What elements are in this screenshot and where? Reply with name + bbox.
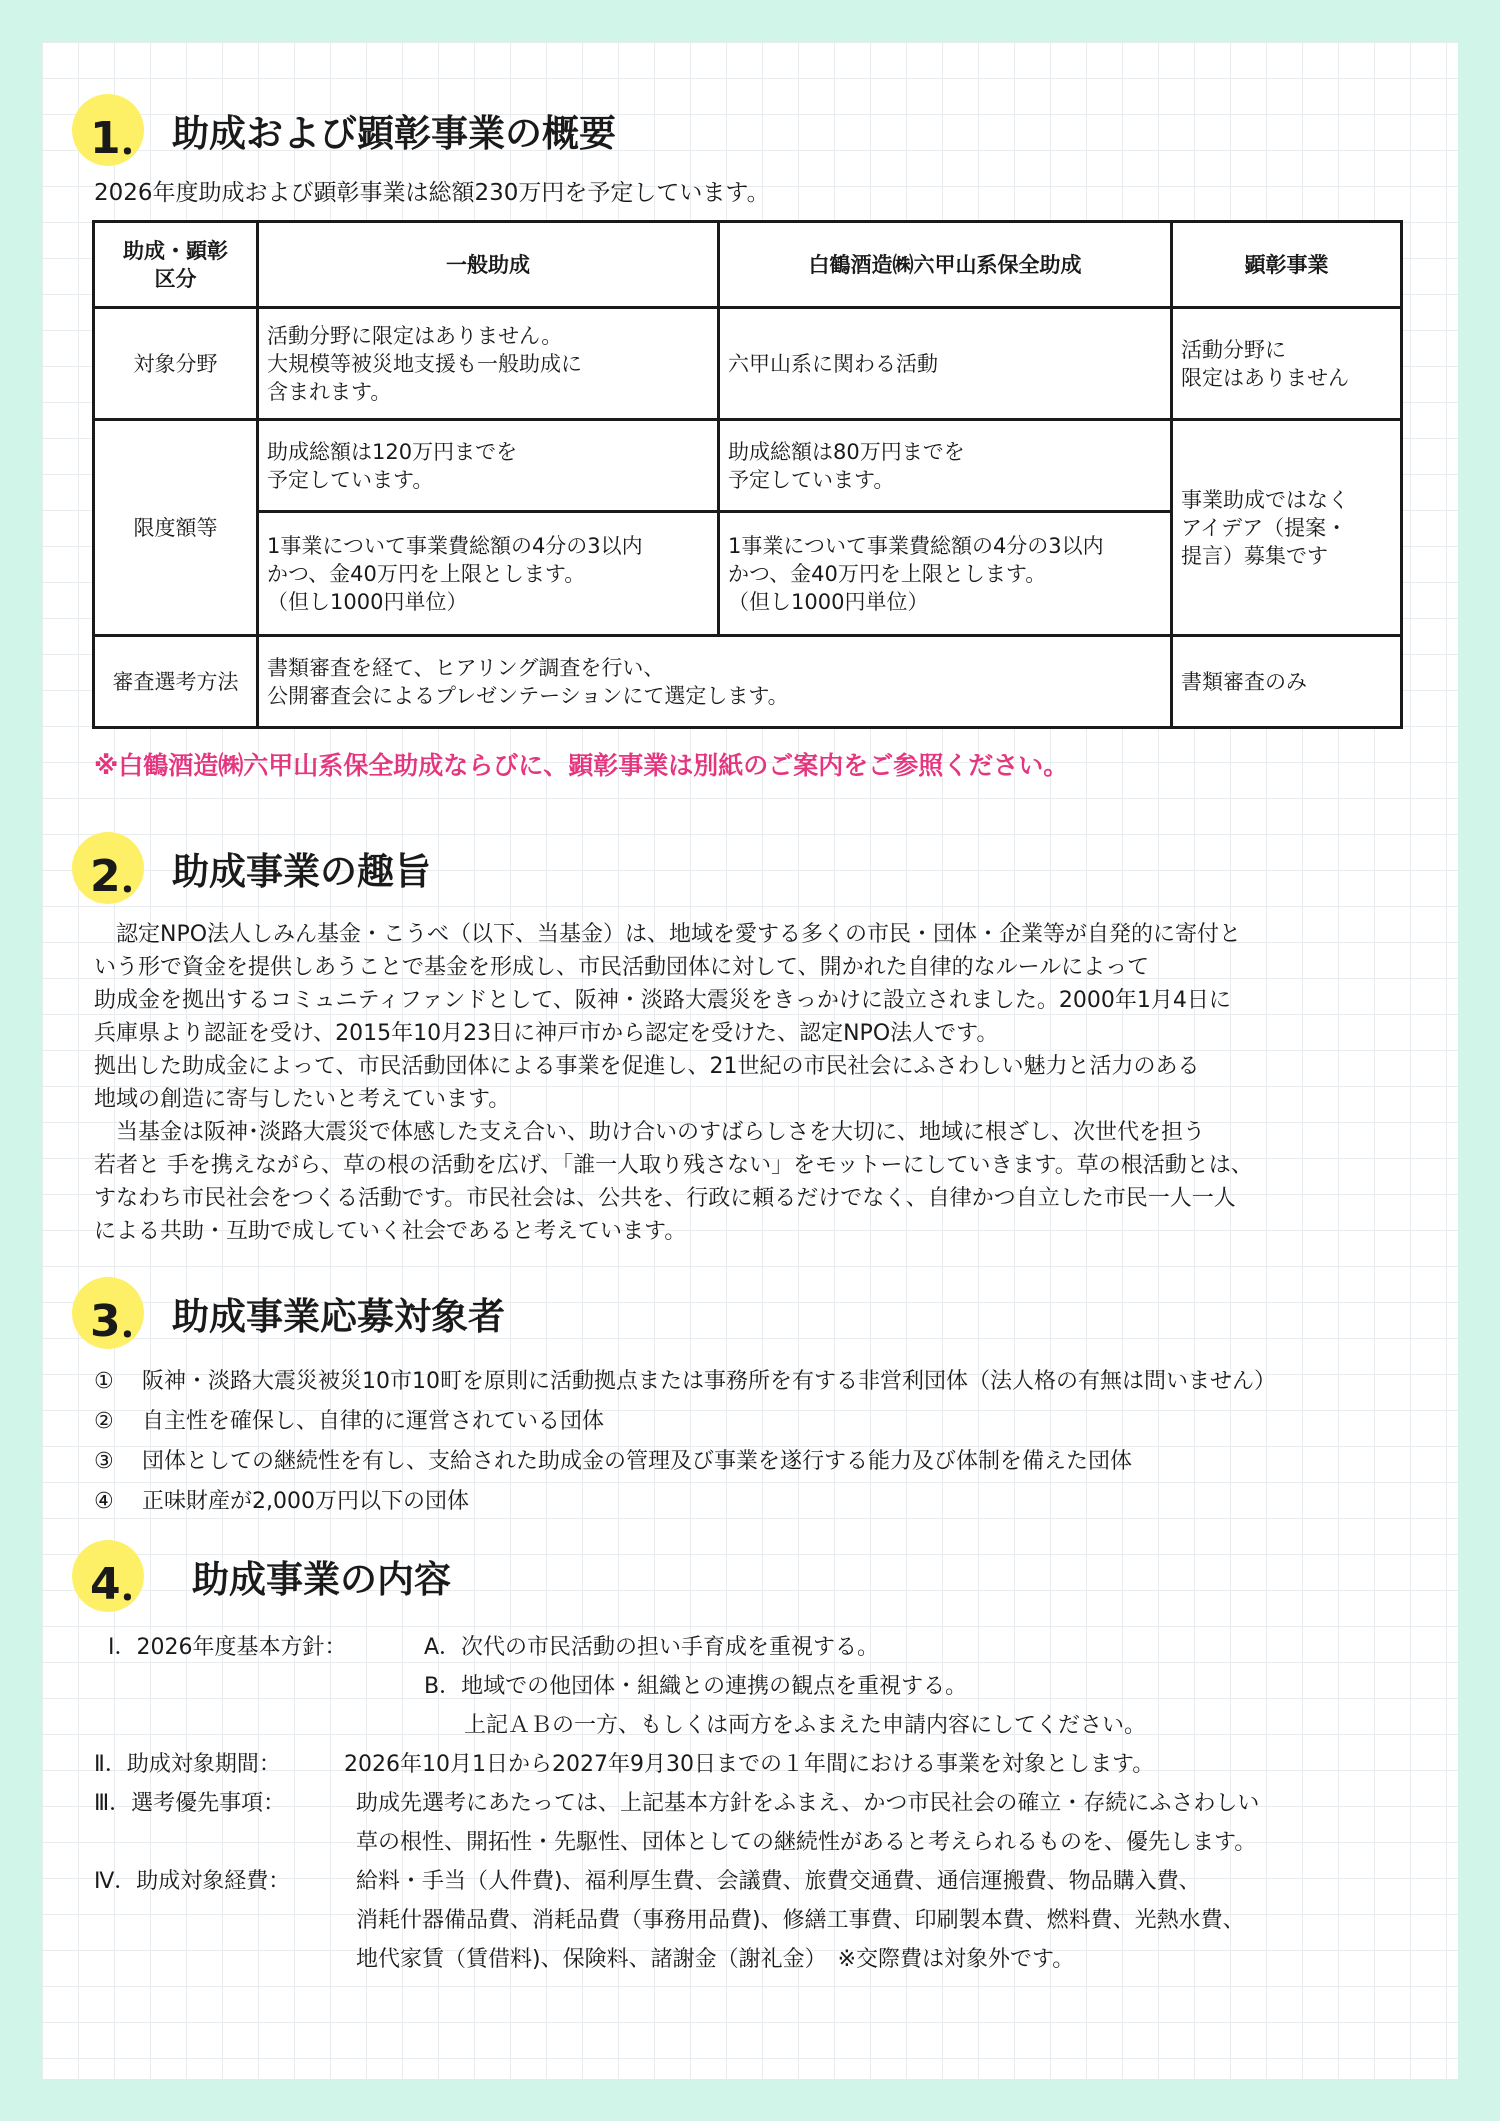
header-category: 助成・顕彰 区分 [94, 222, 258, 308]
table-cell: 事業助成ではなく アイデア（提案・ 提言）募集です [1172, 420, 1402, 636]
section-number-badge: 2． [72, 832, 144, 904]
section2-paragraph: 認定NPO法人しみん基金・こうべ（以下、当基金）は、地域を愛する多くの市民・団体・企業等が自発的に寄付と いう形で資金を提供しあうことで基金を形成し、市民活動団体に対して、開かれた自律的なルールによって 助成金を拠出するコミュニティファンドとして、阪神・淡路大震災をきっかけに設立されました。2000年1月4日に 兵庫県より認証を受け、2015年10月23日に神戸市から認定を受けた、認定NPO法人です。 拠出した助成金によって、市民活動団体による事業を促進し、21世紀の市民社会にふさわしい魅力と活力のある 地域の創造に寄与したいと考えています。 当基金は阪神･淡路大震災で体感した支え合い、助け合いのすばらしさを大切に、地域に根ざし、次世代を担う 若者と 手を携えながら、草の根の活動を広げ、「誰一人取り残さない」をモットーにしていきます。草の根活動とは、 すなわち市民社会をつくる活動です。市民社会は、公共を、行政に頼るだけでなく、自律かつ自立した市民一人一人 による共助・互助で成していく社会であると考えています。 [94, 922, 1253, 1244]
list-item: ② 自主性を確保し、自律的に運営されている団体 [94, 1409, 605, 1434]
section-title: 助成事業の趣旨 [172, 850, 431, 893]
table-cell: 助成総額は80万円までを 予定しています。 [719, 420, 1172, 512]
table-cell: 1事業について事業費総額の4分の3以内 かつ、金40万円を上限とします。 （但し1000円単位） [719, 512, 1172, 636]
list-item: ① 阪神・淡路大震災被災10市10町を原則に活動拠点または事務所を有する非営利団体（法人格の有無は問いません） [94, 1369, 1276, 1394]
pink-note: ※白鶴酒造㈱六甲山系保全助成ならびに、顕彰事業は別紙のご案内をご参照ください。 [94, 751, 1069, 780]
header-hakutsuru-grant: 白鶴酒造㈱六甲山系保全助成 [719, 222, 1172, 308]
document-page: 1． 助成および顕彰事業の概要 2026年度助成および顕彰事業は総額230万円を予定しています。 助成・顕彰 区分 一般助成 白鶴酒造㈱六甲山系保全助成 顕彰事業 対象分野 活動分野に限定はありません。 大規模等被災地支援も一般助成に 含まれます。 六甲山系に関わる活動 活動分野に 限定はありません 限度額等 助成総額は120万円までを 予定しています。 助成総額は80万円までを 予定しています。 事業助成ではなく アイデア（提案・ 提言）募集です 1事業について事業費総額の4分の3以内 かつ、金40万円を上限とします。 （但し1000円単位） 1事業について事業費総額の4分の3以内 かつ、金40万円を上限とします。 （但し1000円単位） 審査選考方法 書類審査を経て、ヒアリング調査を行い、 公開審査会によるプレゼンテーションにて選定します。 書類審査のみ ※白鶴酒造㈱六甲山系保全助成ならびに、顕彰事業は別紙のご案内をご参照ください。 2． 助成事業の趣旨 認定NPO法人しみん基金・こうべ（以下、当基金）は、地域を愛する多くの市民・団体・企業等が自発的に寄付と いう形で資金を提供しあうことで基金を形成し、市民活動団体に対して、開かれた自律的なルールによって 助成金を拠出するコミュニティファンドとして、阪神・淡路大震災をきっかけに設立されました。2000年1月4日に 兵庫県より認証を受け、2015年10月23日に神戸市から認定を受けた、認定NPO法人です。 拠出した助成金によって、市民活動団体による事業を促進し、21世紀の市民社会にふさわしい魅力と活力のある 地域の創造に寄与したいと考えています。 当基金は阪神･淡路大震災で体感した支え合い、助け合いのすばらしさを大切に、地域に根ざし、次世代を担う 若者と 手を携えながら、草の根の活動を広げ、「誰一人取り残さない」をモットーにしていきます。草の根活動とは、 すなわち市民社会をつくる活動です。市民社会は、公共を、行政に頼るだけでなく、自律かつ自立した市民一人一人 による共助・互助で成していく社会であると考えています。 3． 助成事業応募対象者 ① 阪神・淡路大震災被災10市10町を原則に活動拠点または事務所を有する非営利団体（法人格の有無は問いません） ② 自主性を確保し、自律的に運営されている団体 ③ 団体としての継続性を有し、支給された助成金の管理及び事業を遂行する能力及び体制を備えた団体 ④ 正味財産が2,000万円以下の団体 4． 助成事業の内容 Ⅰ．2026年度基本方針： A．次代の市民活動の担い手育成を重視する。 B．地域での他団体・組織との連携の観点を重視する。 上記ＡＢの一方、もしくは両方をふまえた申請内容にしてください。 Ⅱ．助成対象期間： 2026年10月1日から2027年9月30日までの１年間における事業を対象とします。 Ⅲ．選考優先事項： 助成先選考にあたっては、上記基本方針をふまえ、かつ市民社会の確立・存続にふさわしい 草の根性、開拓性・先駆性、団体としての継続性があると考えられるものを、優先します。 Ⅳ．助成対象経費： 給料・手当（人件費)、福利厚生費、会議費、旅費交通費、通信運搬費、物品購入費、 消耗什器備品費、消耗品費（事務用品費)、修繕工事費、印刷製本費、燃料費、光熱水費、 地代家賃（賃借料)、保険料、諸謝金（謝礼金） ※交際費は対象外です。 [42, 42, 1458, 2079]
section-number-badge: 4． [72, 1540, 144, 1612]
list-item: ④ 正味財産が2,000万円以下の団体 [94, 1489, 469, 1514]
grant-overview-table [92, 220, 1403, 729]
table-cell: 活動分野に限定はありません。 大規模等被災地支援も一般助成に 含まれます。 [258, 308, 719, 420]
table-cell: 助成総額は120万円までを 予定しています。 [258, 420, 719, 512]
section-number-badge: 1． [72, 94, 144, 166]
table-cell: 1事業について事業費総額の4分の3以内 かつ、金40万円を上限とします。 （但し1000円単位） [258, 512, 719, 636]
table-cell: 活動分野に 限定はありません [1172, 308, 1402, 420]
table-row [94, 308, 1402, 420]
section-title: 助成事業応募対象者 [172, 1295, 505, 1338]
section2-heading [72, 832, 431, 904]
header-award: 顕彰事業 [1172, 222, 1402, 308]
section-title: 助成および顕彰事業の概要 [172, 112, 616, 155]
row-label: 限度額等 [94, 420, 258, 636]
table-row [94, 222, 1402, 308]
section1-heading [72, 94, 616, 166]
table-cell: 六甲山系に関わる活動 [719, 308, 1172, 420]
table-cell: 書類審査のみ [1172, 636, 1402, 728]
eligibility-list [94, 1362, 1276, 1522]
row-label: 対象分野 [94, 308, 258, 420]
list-item: ③ 団体としての継続性を有し、支給された助成金の管理及び事業を遂行する能力及び体制を備えた団体 [94, 1449, 1133, 1474]
section-number-badge: 3． [72, 1277, 144, 1349]
section-title: 助成事業の内容 [192, 1558, 451, 1601]
table-row [94, 420, 1402, 512]
table-row [94, 636, 1402, 728]
table-cell: 書類審査を経て、ヒアリング調査を行い、 公開審査会によるプレゼンテーションにて選定します。 [258, 636, 1172, 728]
section1-intro: 2026年度助成および顕彰事業は総額230万円を予定しています。 [94, 180, 770, 206]
section4-heading [72, 1540, 451, 1612]
header-general-grant: 一般助成 [258, 222, 719, 308]
section3-heading [72, 1277, 505, 1349]
row-label: 審査選考方法 [94, 636, 258, 728]
